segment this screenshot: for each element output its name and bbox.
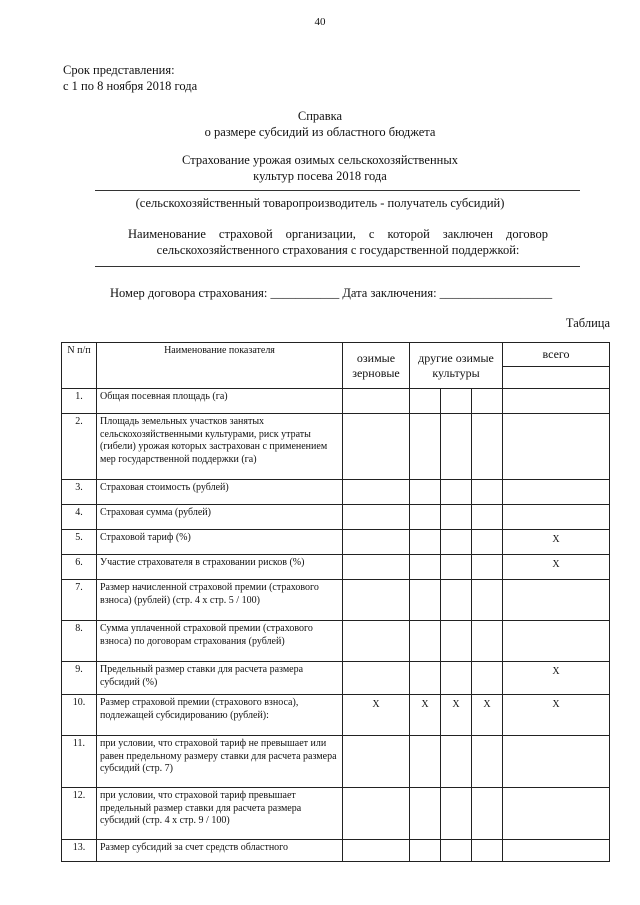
row-indicator-name: Общая посевная площадь (га) <box>97 389 343 414</box>
value-cell[interactable] <box>343 530 410 555</box>
table-row <box>62 530 610 555</box>
value-cell[interactable] <box>503 505 610 530</box>
contract-line: Номер договора страхования: ___________ Дата заключения: __________________ <box>110 286 553 300</box>
value-cell[interactable] <box>410 788 441 840</box>
value-cell[interactable] <box>441 530 472 555</box>
value-cell[interactable] <box>441 621 472 662</box>
table-label: Таблица <box>565 316 610 330</box>
table-row <box>62 736 610 788</box>
value-cell[interactable]: X <box>410 695 441 736</box>
table-row <box>62 555 610 580</box>
row-number: 7. <box>62 580 97 621</box>
row-indicator-name: Размер начисленной страховой премии (страхового взноса) (рублей) (стр. 4 x стр. 5 / 100) <box>97 580 343 621</box>
value-cell[interactable] <box>410 505 441 530</box>
row-indicator-name: Страховая сумма (рублей) <box>97 505 343 530</box>
insurer-block <box>128 226 548 258</box>
value-cell[interactable] <box>472 840 503 862</box>
value-cell[interactable] <box>472 530 503 555</box>
value-cell[interactable] <box>472 414 503 480</box>
value-cell[interactable] <box>472 389 503 414</box>
value-cell[interactable] <box>410 414 441 480</box>
value-cell[interactable]: X <box>472 695 503 736</box>
value-cell[interactable] <box>410 530 441 555</box>
deadline-label: Срок представления: <box>63 63 175 77</box>
value-cell[interactable]: X <box>441 695 472 736</box>
value-cell[interactable] <box>343 480 410 505</box>
value-cell[interactable] <box>441 580 472 621</box>
value-cell[interactable] <box>343 662 410 695</box>
value-cell[interactable] <box>410 580 441 621</box>
row-number: 8. <box>62 621 97 662</box>
value-cell[interactable] <box>503 414 610 480</box>
row-indicator-name: Страховой тариф (%) <box>97 530 343 555</box>
row-number: 11. <box>62 736 97 788</box>
table-row <box>62 840 610 862</box>
title-line-2: о размере субсидий из областного бюджета <box>204 125 436 139</box>
value-cell[interactable] <box>343 505 410 530</box>
value-cell[interactable] <box>472 736 503 788</box>
value-cell[interactable] <box>441 840 472 862</box>
value-cell[interactable]: X <box>503 555 610 580</box>
value-cell[interactable]: X <box>343 695 410 736</box>
value-cell[interactable] <box>472 555 503 580</box>
subsidy-table <box>61 342 610 862</box>
table-row <box>62 662 610 695</box>
row-number: 4. <box>62 505 97 530</box>
value-cell[interactable] <box>343 788 410 840</box>
row-number: 12. <box>62 788 97 840</box>
value-cell[interactable] <box>410 389 441 414</box>
insurer-line-2: сельскохозяйственного страхования с государственной поддержкой: <box>156 243 520 257</box>
table-row <box>62 505 610 530</box>
value-cell[interactable] <box>343 736 410 788</box>
value-cell[interactable] <box>503 480 610 505</box>
value-cell[interactable] <box>503 788 610 840</box>
row-number: 2. <box>62 414 97 480</box>
value-cell[interactable] <box>503 389 610 414</box>
value-cell[interactable] <box>472 480 503 505</box>
value-cell[interactable] <box>472 621 503 662</box>
row-number: 9. <box>62 662 97 695</box>
value-cell[interactable] <box>343 414 410 480</box>
table-row <box>62 695 610 736</box>
value-cell[interactable] <box>441 505 472 530</box>
row-indicator-name: Страховая стоимость (рублей) <box>97 480 343 505</box>
value-cell[interactable] <box>410 621 441 662</box>
row-number: 1. <box>62 389 97 414</box>
table-row <box>62 480 610 505</box>
row-indicator-name: при условии, что страховой тариф не превышает или равен предельному размеру ставки для расчета размера субсидий (стр. 7) <box>97 736 343 788</box>
value-cell[interactable] <box>472 662 503 695</box>
value-cell[interactable] <box>472 788 503 840</box>
value-cell[interactable] <box>343 555 410 580</box>
table-row <box>62 414 610 480</box>
title-line-1: Справка <box>297 109 343 123</box>
table-header-row <box>62 343 610 367</box>
value-cell[interactable] <box>441 555 472 580</box>
row-indicator-name: Участие страхователя в страховании рисков (%) <box>97 555 343 580</box>
row-number: 5. <box>62 530 97 555</box>
table-row <box>62 389 610 414</box>
value-cell[interactable] <box>410 840 441 862</box>
value-cell[interactable] <box>472 580 503 621</box>
value-cell[interactable]: X <box>503 662 610 695</box>
row-indicator-name: Размер субсидий за счет средств областного <box>97 840 343 862</box>
subject-line-2: культур посева 2018 года <box>253 169 387 183</box>
header-other-winter: другие озимые культуры <box>410 343 503 389</box>
header-total-sub <box>503 367 610 389</box>
value-cell[interactable] <box>410 662 441 695</box>
value-cell[interactable] <box>503 621 610 662</box>
table-row <box>62 580 610 621</box>
table-row <box>62 621 610 662</box>
row-number: 13. <box>62 840 97 862</box>
recipient-fill-line <box>95 190 580 191</box>
value-cell[interactable] <box>410 555 441 580</box>
row-indicator-name: Размер страховой премии (страхового взноса), подлежащей субсидированию (рублей): <box>97 695 343 736</box>
value-cell[interactable] <box>441 736 472 788</box>
value-cell[interactable] <box>343 389 410 414</box>
value-cell[interactable] <box>441 662 472 695</box>
header-name: Наименование показателя <box>97 343 343 389</box>
insurer-fill-line <box>95 266 580 267</box>
value-cell[interactable] <box>441 480 472 505</box>
value-cell[interactable] <box>472 505 503 530</box>
value-cell[interactable] <box>410 736 441 788</box>
value-cell[interactable] <box>343 580 410 621</box>
row-indicator-name: при условии, что страховой тариф превышает предельный размер ставки для расчета размера субсидий (стр. 4 x стр. 9 / 100) <box>97 788 343 840</box>
value-cell[interactable] <box>343 840 410 862</box>
value-cell[interactable] <box>503 580 610 621</box>
value-cell[interactable] <box>503 840 610 862</box>
value-cell[interactable] <box>343 621 410 662</box>
row-indicator-name: Предельный размер ставки для расчета размера субсидий (%) <box>97 662 343 695</box>
document-subject <box>0 152 640 184</box>
table-row <box>62 788 610 840</box>
header-num: N п/п <box>62 343 97 389</box>
document-title <box>0 108 640 140</box>
deadline-dates: с 1 по 8 ноября 2018 года <box>63 79 198 93</box>
row-number: 6. <box>62 555 97 580</box>
row-indicator-name: Сумма уплаченной страховой премии (страхового взноса) по договорам страхования (рублей) <box>97 621 343 662</box>
value-cell[interactable] <box>441 414 472 480</box>
value-cell[interactable] <box>503 736 610 788</box>
row-number: 10. <box>62 695 97 736</box>
page-number: 40 <box>314 16 326 28</box>
row-number: 3. <box>62 480 97 505</box>
value-cell[interactable]: X <box>503 695 610 736</box>
header-winter-grain: озимые зерновые <box>343 343 410 389</box>
value-cell[interactable] <box>410 480 441 505</box>
recipient-caption: (сельскохозяйственный товаропроизводитель - получатель субсидий) <box>135 196 505 210</box>
value-cell[interactable] <box>441 389 472 414</box>
header-total: всего <box>503 343 610 367</box>
insurer-line-1: Наименование страховой организации, с которой заключен договор <box>128 227 548 241</box>
deadline-block <box>63 62 197 94</box>
subject-line-1: Страхование урожая озимых сельскохозяйственных <box>182 153 458 167</box>
row-indicator-name: Площадь земельных участков занятых сельскохозяйственными культурами, риск утраты (гибели) урожая которых застрахован с применением мер государственной поддержки (га) <box>97 414 343 480</box>
value-cell[interactable]: X <box>503 530 610 555</box>
value-cell[interactable] <box>441 788 472 840</box>
